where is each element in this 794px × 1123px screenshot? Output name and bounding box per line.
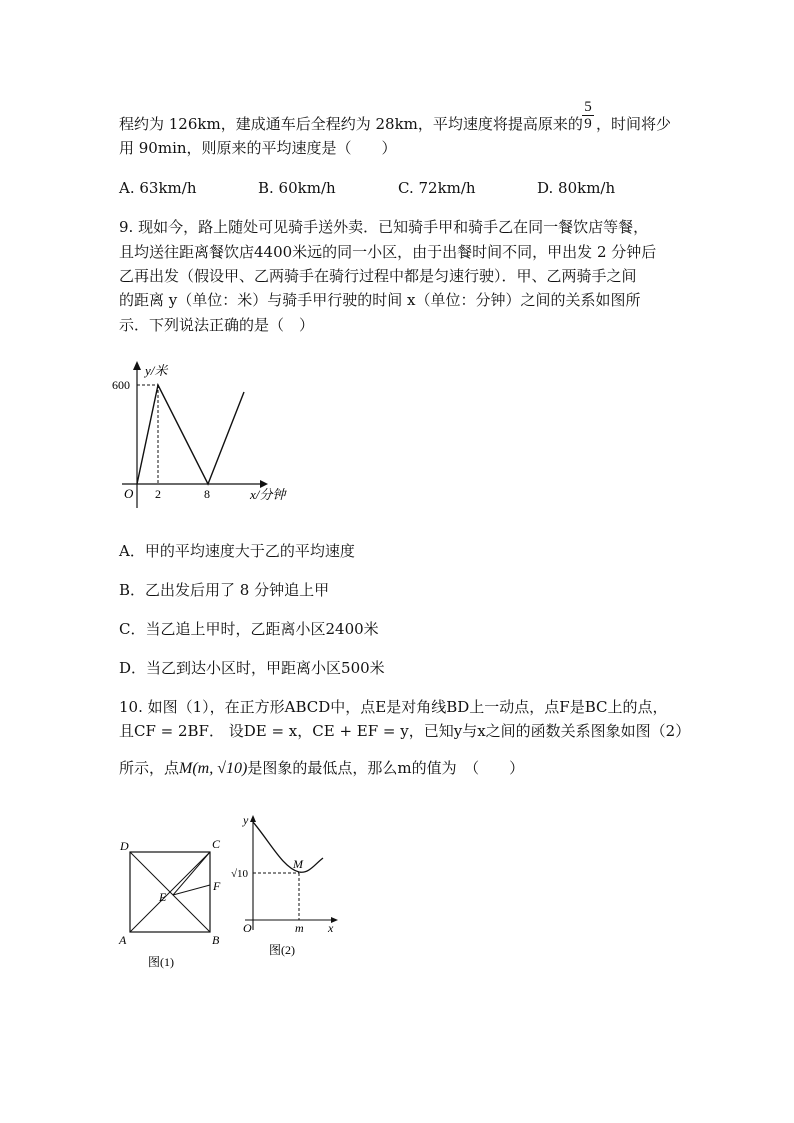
q8-line2: 用 90min，则原来的平均速度是（ ）: [119, 139, 397, 157]
q9-x-tick-2: 2: [155, 487, 161, 501]
label-a: A: [119, 933, 127, 947]
label-f: F: [213, 879, 221, 893]
q10-point-m: M(m, √10): [179, 760, 248, 777]
fig1-caption: 图(1): [148, 955, 174, 969]
fig2-point-m: M: [293, 857, 303, 871]
q8-line1-tail: ，时间将少: [596, 115, 672, 133]
q10-line3-b: 是图象的最低点，那么m的值为 （ ）: [247, 759, 525, 777]
q9-line3: 乙再出发（假设甲、乙两骑手在骑行过程中都是匀速行驶）．甲、乙两骑手之间: [119, 267, 637, 285]
fig2-x-label: x: [328, 921, 334, 935]
q9-option-b: B．乙出发后用了 8 分钟追上甲: [119, 581, 330, 599]
q8-option-d: D. 80km/h: [537, 179, 616, 197]
q8-option-b: B. 60km/h: [258, 179, 336, 197]
q9-option-d: D．当乙到达小区时，甲距离小区500米: [119, 659, 385, 677]
q9-graph: [110, 358, 310, 518]
q8-line1-text: 程约为 126km，建成通车后全程约为 28km，平均速度将提高原来的: [119, 115, 583, 133]
q9-origin: O: [124, 486, 134, 501]
q10-line2: 且CF = 2BF． 设DE = x，CE + EF = y，已知y与x之间的函数关系图象如图（2）: [119, 722, 691, 740]
label-e: E: [159, 890, 167, 904]
q10-line3: [119, 758, 524, 779]
fig2-curve: [253, 822, 323, 872]
q8-line1: [119, 114, 583, 134]
q9-graph-line: [137, 385, 244, 484]
q10-line3-a: 所示，点: [119, 759, 180, 777]
q9-x-label: x/分钟: [250, 487, 286, 502]
fig2-y-arrow: [250, 815, 256, 822]
q9-option-a: A．甲的平均速度大于乙的平均速度: [119, 542, 355, 560]
q9-line2: 且均送往距离餐饮店4400米远的同一小区，由于出餐时间不同，甲出发 2 分钟后: [119, 243, 657, 261]
label-c: C: [212, 837, 221, 851]
label-d: D: [120, 839, 129, 853]
fig2-m-tick: m: [295, 921, 304, 935]
q8-option-c: C. 72km/h: [398, 179, 476, 197]
q9-x-tick-8: 8: [204, 487, 210, 501]
fig2-y-label: y: [243, 813, 249, 827]
q9-line4: 的距离 y（单位：米）与骑手甲行驶的时间 x（单位：分钟）之间的关系如图所: [119, 291, 641, 309]
q9-y-label: y/米: [145, 363, 168, 378]
fig2-origin: O: [243, 921, 252, 935]
q10-figure-2: [225, 810, 345, 960]
q8-fraction: [582, 100, 594, 131]
label-b: B: [212, 933, 220, 947]
q9-y-arrow: [133, 361, 141, 370]
segment-ce: [173, 852, 210, 895]
q10-line1: 10. 如图（1），在正方形ABCD中，点E是对角线BD上一动点，点F是BC上的点，: [119, 698, 668, 716]
fig2-caption: 图(2): [269, 943, 295, 957]
q10-figure-1: [115, 832, 225, 972]
q9-line5: 示．下列说法正确的是（ ）: [119, 316, 315, 334]
q9-option-c: C．当乙追上甲时，乙距离小区2400米: [119, 620, 379, 638]
q8-frac-num: 5: [584, 99, 592, 115]
q8-frac-den: 9: [584, 116, 592, 132]
q9-line1: 9. 现如今，路上随处可见骑手送外卖．已知骑手甲和骑手乙在同一餐饮店等餐，: [119, 218, 649, 236]
q8-option-a: A. 63km/h: [119, 179, 197, 197]
q9-y-tick-600: 600: [112, 378, 130, 392]
segment-ef: [173, 885, 210, 895]
fig2-sqrt10: √10: [231, 868, 249, 880]
